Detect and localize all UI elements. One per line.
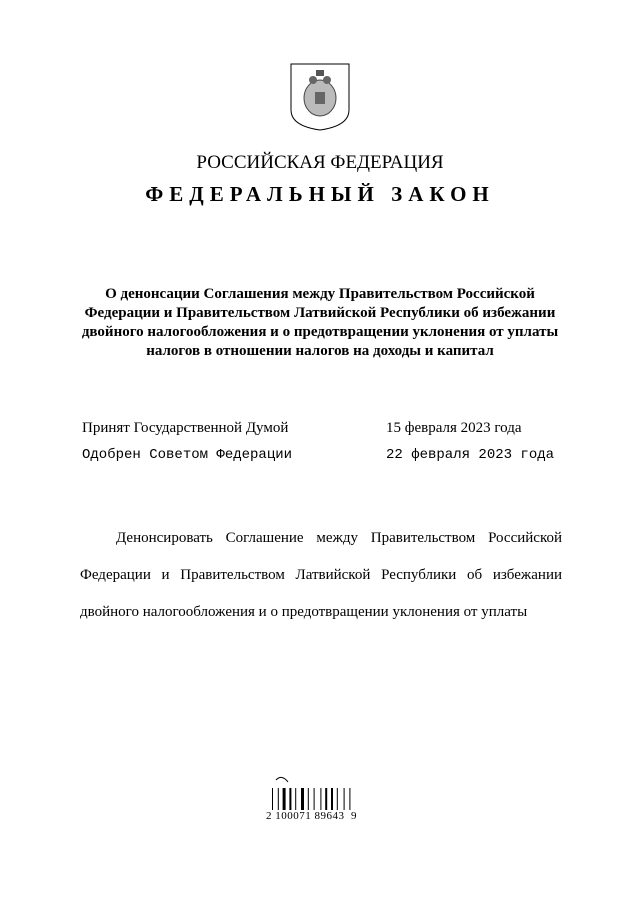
adoption-label: Принят Государственной Думой <box>82 420 289 436</box>
barcode-bar <box>331 788 333 810</box>
barcode-bar <box>289 788 291 810</box>
barcode-number: 2 100071 89643 9 <box>266 810 357 822</box>
barcode-bar <box>320 788 321 810</box>
barcode-bar <box>295 788 296 810</box>
country-heading: РОССИЙСКАЯ ФЕДЕРАЦИЯ <box>196 152 444 173</box>
barcode-bar <box>272 788 273 810</box>
barcode-bar <box>283 788 286 810</box>
barcode-bar <box>349 788 350 810</box>
coat-of-arms-emblem <box>289 62 351 132</box>
barcode-bar <box>314 788 315 810</box>
barcode-bar <box>301 788 304 810</box>
law-title: ФЕДЕРАЛЬНЫЙ ЗАКОН <box>145 182 495 206</box>
barcode-bar <box>337 788 338 810</box>
law-body-text: Денонсировать Соглашение между Правительством Российской Федерации и Правительством Латвийской Республики об избежании двойного налогообложения и о предотвращении уклонения от уплаты <box>80 530 562 620</box>
barcode-bar <box>308 788 309 810</box>
adoption-label: Одобрен Советом Федерации <box>82 447 293 463</box>
adoption-date: 22 февраля 2023 года <box>386 447 555 463</box>
barcode-bar <box>325 788 327 810</box>
law-subject: О денонсации Соглашения между Правительством Российской Федерации и Правительством Латвийской Республики об избежании двойного налогообложения и о предотвращении уклонения от уплаты налогов в отношении налогов на доходы и капитал <box>81 286 559 359</box>
adoption-date: 15 февраля 2023 года <box>386 420 522 436</box>
barcode-bar <box>278 788 279 810</box>
barcode-bar <box>344 788 345 810</box>
